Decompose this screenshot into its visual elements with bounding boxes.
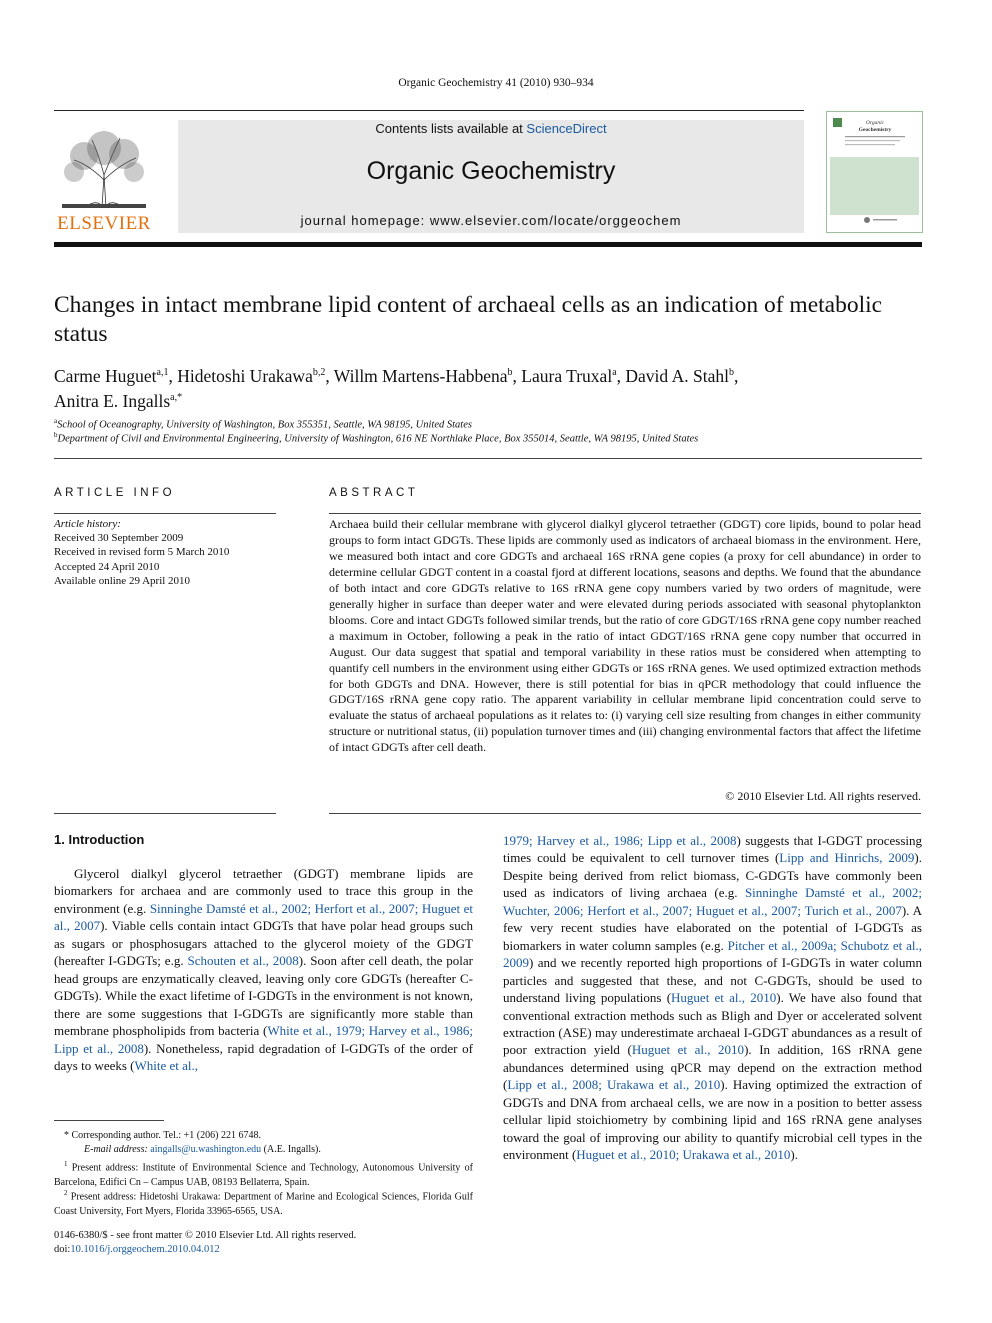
affiliation-a	[54, 417, 924, 431]
affiliation-rule	[54, 458, 922, 459]
affiliation-text: Department of Civil and Environmental Engineering, University of Washington, 616 NE Northlake Place, Box 355014, Seattle, WA 98195, United States	[57, 433, 699, 445]
journal-cover-thumbnail	[826, 111, 923, 233]
history-revised: Received in revised form 5 March 2010	[54, 546, 230, 559]
author-affiliation-mark: a,1	[156, 367, 169, 378]
masthead-top-rule	[54, 110, 804, 111]
paragraph-text: ). Despite being derived from relict biomass, C-GDGTs have commonly been used as indicators of living archaea (e.g.	[503, 850, 922, 901]
abstract-copyright: © 2010 Elsevier Ltd. All rights reserved.	[725, 789, 921, 803]
paragraph-text: ). Nonetheless, rapid degradation of I-GDGTs of the order of days to weeks (	[54, 1040, 473, 1073]
footnote-1	[54, 1157, 473, 1190]
email-link[interactable]: aingalls@u.washington.edu	[150, 1144, 262, 1155]
paragraph-text: ). We have also found that conventional extraction methods such as Bligh and Dyer or accelerated solvent extraction (ASE) may underestimate archaeal I-GDGT abundances as a result of poor extraction yield (	[503, 990, 922, 1058]
abstract-rule-bottom	[329, 813, 921, 814]
journal-homepage-line	[178, 213, 804, 228]
footnote-text: Present address: Hidetoshi Urakawa: Department of Marine and Ecological Sciences, Florida Gulf Coast University, Fort Myers, Florida 33965-6565, USA.	[54, 1191, 474, 1217]
citation-link[interactable]: Pitcher et al., 2009a; Schubotz et al., 2009	[503, 937, 922, 971]
introduction-right-column	[503, 832, 922, 1164]
paragraph-text: ). Having optimized the extraction of GDGTs and DNA from archaeal cells, we are now in a position to better assess cellular lipid stoichiometry by combining lipid and 16S rRNA gene analyses toward the goal of improving our ability to quantify microbial cell types in the environment (	[503, 1077, 923, 1163]
history-received: Received 30 September 2009	[54, 532, 184, 545]
article-info-heading: ARTICLE INFO	[54, 487, 176, 499]
email-label: E-mail address:	[84, 1144, 148, 1155]
article-history-label: Article history:	[54, 518, 121, 530]
paragraph-text: ) suggests that I-GDGT processing times could be equivalent to cell turnover times (	[503, 833, 922, 866]
article-info-rule-top	[54, 513, 276, 514]
sciencedirect-link[interactable]: ScienceDirect	[526, 121, 607, 136]
history-accepted: Accepted 24 April 2010	[54, 560, 160, 573]
abstract-heading: ABSTRACT	[329, 487, 419, 499]
footnote-text: Corresponding author. Tel.: +1 (206) 221 6748.	[71, 1130, 261, 1141]
email-suffix: (A.E. Ingalls).	[261, 1144, 321, 1155]
contents-availability-line	[178, 121, 804, 136]
doi-link[interactable]: 10.1016/j.orggeochem.2010.04.012	[70, 1244, 220, 1255]
author-affiliation-mark: b	[507, 367, 513, 378]
author-name: Willm Martens-Habbena	[333, 365, 508, 386]
paragraph-text: ). Soon after cell death, the polar head groups are enzymatically cleaved, leaving only core GDGTs (hereafter C-GDGTs). While the exact lifetime of I-GDGTs in the environment is not known, there are some suggestions that I-GDGTs are significantly more stable than membrane phospholipids from bacteria (	[54, 953, 473, 1039]
author-name: Anitra E. Ingalls	[54, 390, 171, 411]
article-info-rule-bottom	[54, 813, 276, 814]
citation-link[interactable]: Huguet et al., 2010	[671, 990, 777, 1006]
paragraph-text: ) and we recently reported high proportions of I-GDGTs in water column particles and suggested that these, and not C-GDGTs, should be used to understand living populations (	[503, 955, 922, 1006]
citation-link[interactable]: Sinninghe Damsté et al., 2002; Wuchter, 2006; Herfort et al., 2007; Huguet et al., 2007; Turich et al., 2007	[503, 885, 922, 918]
journal-name: Organic Geochemistry	[366, 157, 616, 185]
footnote-mark: 2	[64, 1189, 68, 1197]
cover-art	[827, 112, 922, 232]
cover-title-line1: Organic	[865, 120, 885, 126]
homepage-url[interactable]: www.elsevier.com/locate/orggeochem	[429, 213, 682, 228]
citation-link[interactable]: Huguet et al., 2010	[631, 1042, 745, 1058]
footnote-corresponding-author	[54, 1129, 473, 1143]
doi-prefix: doi:	[54, 1244, 71, 1255]
paragraph-text: Glycerol dialkyl glycerol tetraether (GDGT) membrane lipids are biomarkers for archaea and are commonly used to trace this group in the environment (e.g.	[54, 866, 473, 916]
citation-link[interactable]: 1979; Harvey et al., 1986; Lipp et al., 2008	[503, 833, 737, 848]
elsevier-wordmark: ELSEVIER	[57, 213, 151, 234]
citation-link[interactable]: White et al.,	[134, 1057, 199, 1073]
cover-title-line2: Geochemistry	[858, 127, 892, 133]
author-affiliation-mark: a,*	[170, 391, 183, 403]
footnote-text: Present address: Institute of Environmental Science and Technology, Autonomous University of Barcelona, Edifici Cn – Campus UAB, 08193 Bellaterra, Spain.	[54, 1162, 474, 1188]
journal-reference: Organic Geochemistry 41 (2010) 930–934	[398, 77, 594, 89]
article-history	[54, 517, 276, 588]
abstract-rule-top	[329, 513, 921, 514]
citation-link[interactable]: Sinninghe Damsté et al., 2002; Herfort et al., 2007; Huguet et al., 2007	[54, 900, 473, 934]
footnote-email	[54, 1143, 473, 1157]
affiliation-b	[54, 431, 924, 445]
issn-line: 0146-6380/$ - see front matter © 2010 Elsevier Ltd. All rights reserved.	[54, 1230, 357, 1241]
affiliation-mark: a	[54, 417, 58, 425]
author-affiliation-mark: b	[728, 367, 734, 378]
author-affiliation-mark: a	[612, 367, 617, 378]
footnote-rule	[54, 1120, 164, 1121]
footnote-2	[54, 1186, 473, 1219]
abstract-text: Archaea build their cellular membrane with glycerol dialkyl glycerol tetraether (GDGT) core lipids, bound to polar head groups to form intact GDGTs. These lipids are commonly used as indicators of archaeal biomass in the environment. Here, we measured both intact and core GDGTs and archaeal 16S rRNA gene copies (a proxy for cell abundance) in order to determine cellular GDGT content in a coastal fjord at different locations, seasons and depths. We found that the abundance of both intact and core GDGTs relative to 16S rRNA gene copy numbers varied by two orders of magnitude, were generally higher in surface than deeper water and were elevated during periods associated with seasonal phytoplankton blooms. Core and intact GDGTs followed similar trends, but the ratio of core GDGT/16S rRNA gene copy number reached a maximum in October, following a peak in the ratio of intact GDGT/16S rRNA gene copy number that occurred in August. Our data suggest that spatial and temporal variability in these ratios must be considered when attempting to quantify cell numbers in the environment using either GDGTs or 16S rRNA genes. We used optimized extraction methods for both GDGTs and DNA. However, there is still potential for bias in qPCR methodology that could influence the GDGT/16S rRNA gene copy ratio. The apparent variability in cellular membrane lipid concentration could serve to evaluate the status of archaeal populations as it relates to: (i) varying cell size resulting from changes in either community structure or nutritional status, (ii) population turnover times and (iii) changing environmental factors that affect the lifetime of intact GDGTs after cell death.	[329, 517, 921, 755]
article-title: Changes in intact membrane lipid content of archaeal cells as an indication of metabolic status	[54, 292, 883, 347]
contents-prefix: Contents lists available at	[375, 121, 527, 136]
paragraph-text: ). A few very recent studies have elaborated on the potential of I-GDGTs as biomarkers in water column samples (e.g.	[503, 902, 922, 953]
introduction-left-column	[54, 865, 473, 1074]
homepage-prefix: journal homepage:	[300, 213, 430, 228]
introduction-heading: 1. Introduction	[54, 832, 145, 847]
citation-link[interactable]: White et al., 1979; Harvey et al., 1986; Lipp et al., 2008	[54, 1023, 473, 1056]
citation-link[interactable]: Schouten et al., 2008	[187, 953, 299, 969]
masthead-bottom-rule	[54, 242, 922, 247]
author-name: David A. Stahl	[625, 365, 729, 386]
affiliation-mark: b	[54, 431, 58, 439]
footnote-mark: *	[64, 1130, 69, 1141]
paragraph-text: ). Viable cells contain intact GDGTs that have polar head groups such as sugars or phosphosugars attached to the glycerol moiety of the GDGT (hereafter I-GDGTs; e.g.	[54, 918, 474, 969]
author-name: Laura Truxal	[521, 365, 613, 386]
author-name: Hidetoshi Urakawa	[177, 365, 313, 386]
footnote-mark: 1	[64, 1160, 68, 1168]
citation-link[interactable]: Huguet et al., 2010; Urakawa et al., 2010	[576, 1147, 791, 1163]
author-list: Carme Huguet$^{a,1}$, Hidetoshi Urakawa$^{b,2}$, Willm Martens-Habbena$^b$, Laura Truxal$^a$, David A. Stahl$^b$, Anitra E. Ingalls$^{a,*}$	[54, 365, 739, 411]
citation-link[interactable]: Lipp and Hinrichs, 2009	[779, 850, 915, 866]
paragraph-text: ).	[790, 1147, 798, 1163]
affiliation-text: School of Oceanography, University of Washington, Box 355351, Seattle, WA 98195, United States	[57, 419, 472, 431]
history-online: Available online 29 April 2010	[54, 574, 191, 587]
citation-link[interactable]: Lipp et al., 2008; Urakawa et al., 2010	[507, 1077, 721, 1093]
doi-line	[54, 1244, 220, 1255]
author-affiliation-mark: b,2	[312, 367, 326, 378]
paragraph-text: ). In addition, 16S rRNA gene abundances determined using qPCR may depend on the extraction method (	[503, 1042, 922, 1093]
author-name: Carme Huguet	[54, 365, 157, 386]
